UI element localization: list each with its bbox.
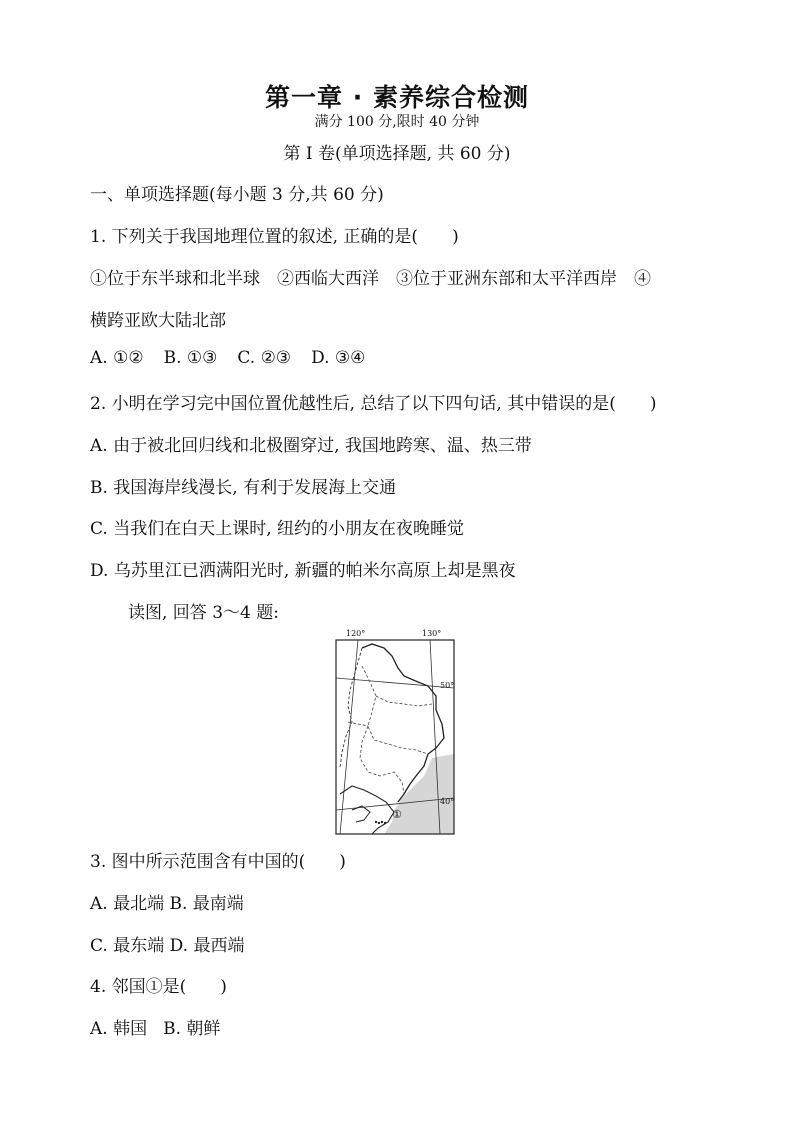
- latitude-label-50: 50°: [440, 681, 455, 690]
- q2-stem: 2. 小明在学习完中国位置优越性后, 总结了以下四句话, 其中错误的是( ): [90, 394, 657, 414]
- q2-option-a[interactable]: A. 由于被北回归线和北极圈穿过, 我国地跨寒、温、热三带: [90, 436, 532, 456]
- neighbor-country-marker: ①: [392, 808, 402, 821]
- q1-option-a[interactable]: A. ①②: [90, 348, 144, 368]
- island: [381, 821, 383, 823]
- q1-stem: 1. 下列关于我国地理位置的叙述, 正确的是( ): [90, 227, 459, 247]
- q1-statements-line2: 横跨亚欧大陆北部: [90, 311, 226, 331]
- province-boundary: [360, 726, 404, 794]
- q2-option-d[interactable]: D. 乌苏里江已洒满阳光时, 新疆的帕米尔高原上却是黑夜: [90, 561, 516, 581]
- page-title: 第一章 · 素养综合检测: [265, 83, 529, 112]
- q1-option-c[interactable]: C. ②③: [237, 348, 292, 368]
- q3-options-row1[interactable]: A. 最北端 B. 最南端: [90, 894, 244, 914]
- q2-option-b[interactable]: B. 我国海岸线漫长, 有利于发展海上交通: [90, 478, 397, 498]
- q1-options: [90, 348, 385, 368]
- score-time-note: 满分 100 分,限时 40 分钟: [314, 114, 480, 130]
- q1-statements-line1: ①位于东半球和北半球 ②西临大西洋 ③位于亚洲东部和太平洋西岸 ④: [90, 269, 651, 289]
- province-boundary: [362, 666, 428, 754]
- q4-option-b[interactable]: B. 朝鲜: [163, 1019, 221, 1039]
- peninsula-coast: [352, 806, 370, 822]
- q4-stem: 4. 邻国①是( ): [90, 977, 227, 997]
- q1-option-b[interactable]: B. ①③: [163, 348, 218, 368]
- q2-option-c[interactable]: C. 当我们在白天上课时, 纽约的小朋友在夜晚睡觉: [90, 519, 465, 539]
- island: [378, 822, 380, 824]
- longitude-label-130: 130°: [422, 629, 442, 638]
- section-heading: 第 Ⅰ 卷(单项选择题, 共 60 分): [283, 144, 511, 164]
- island: [375, 821, 377, 823]
- q3-stem: 3. 图中所示范围含有中国的( ): [90, 852, 346, 872]
- sea-area: [384, 754, 454, 834]
- part-heading: 一、单项选择题(每小题 3 分,共 60 分): [90, 185, 384, 205]
- latitude-label-40: 40°: [440, 797, 455, 806]
- meridian-120: [340, 640, 358, 834]
- q4-options: [90, 1014, 236, 1039]
- island: [384, 822, 386, 824]
- q3-options-row2[interactable]: C. 最东端 D. 最西端: [90, 936, 245, 956]
- q4-option-a[interactable]: A. 韩国: [90, 1019, 148, 1039]
- q1-option-d[interactable]: D. ③④: [311, 348, 366, 368]
- northeast-china-map: [332, 626, 462, 836]
- province-boundary: [376, 696, 432, 706]
- western-border: [340, 648, 362, 768]
- longitude-label-120: 120°: [346, 629, 366, 638]
- province-boundary: [348, 722, 368, 726]
- map-intro: 读图, 回答 3～4 题:: [128, 603, 279, 623]
